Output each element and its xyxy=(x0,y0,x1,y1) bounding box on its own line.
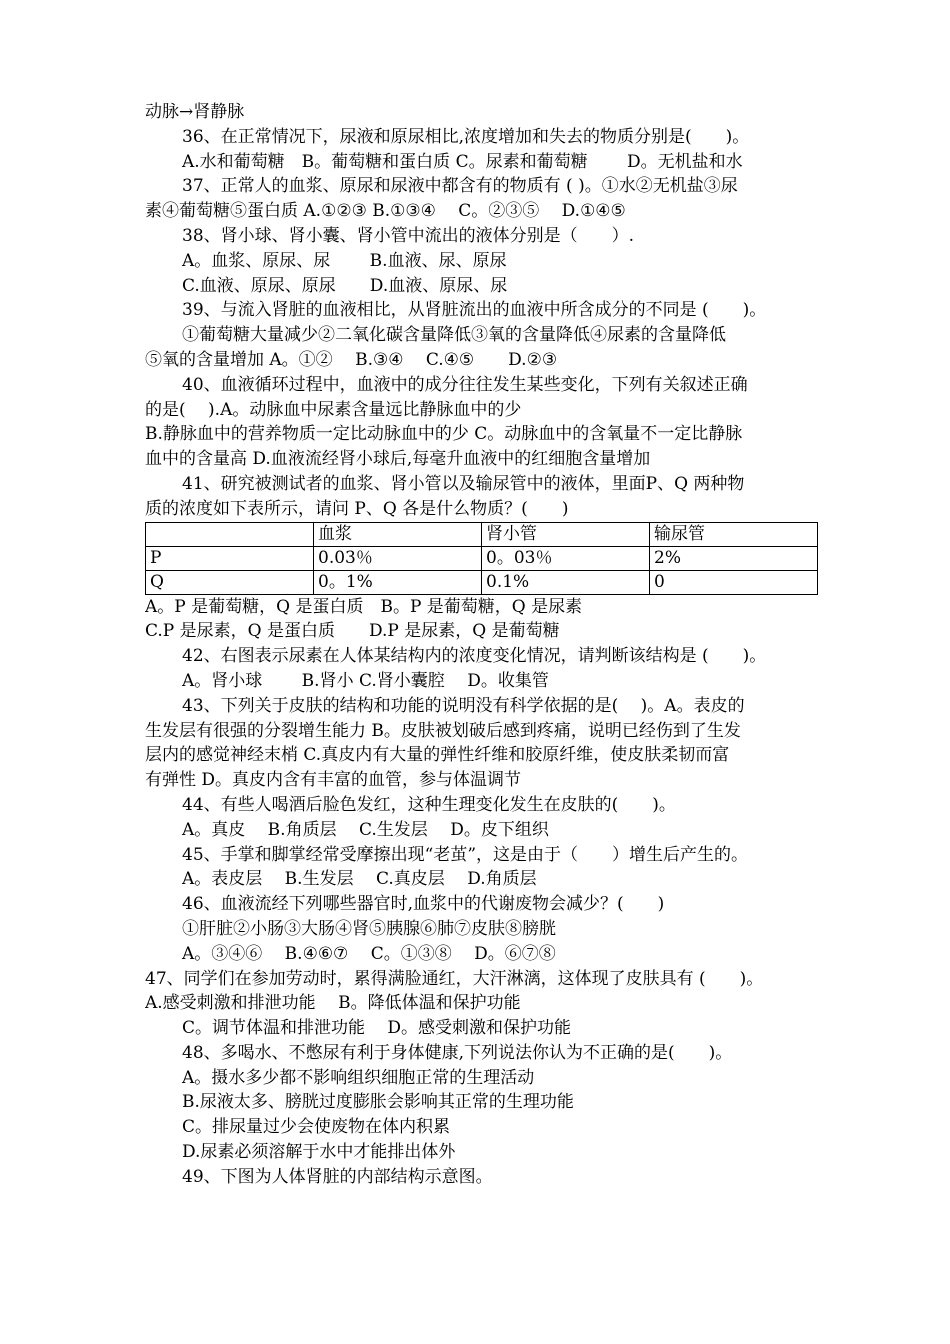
table-cell: 0。03％ xyxy=(482,546,650,570)
text-line: A。表皮层 B.生发层 C.真皮层 D.角质层 xyxy=(182,869,537,890)
text-line: 45、手掌和脚掌经常受摩擦出现“老茧”，这是由于（ ）增生后产生的。 xyxy=(182,844,749,865)
table-row xyxy=(146,546,818,570)
text-line: 44、有些人喝酒后脸色发红，这种生理变化发生在皮肤的( )。 xyxy=(182,794,676,815)
text-line: 有弹性 D。真皮内含有丰富的血管，参与体温调节 xyxy=(145,770,522,791)
text-line: ⑤氧的含量增加 A。①② B.③④ C.④⑤ D.②③ xyxy=(145,349,558,370)
text-line: 46、血液流经下列哪些器官时,血浆中的代谢废物会减少？( ) xyxy=(182,894,665,915)
text-line: A.感受刺激和排泄功能 B。降低体温和保护功能 xyxy=(145,993,521,1014)
text-line: B.静脉血中的营养物质一定比动脉血中的少 C。动脉血中的含氧量不一定比静脉 xyxy=(145,424,743,445)
text-line: 37、正常人的血浆、原尿和尿液中都含有的物质有 ( )。①水②无机盐③尿 xyxy=(182,176,738,197)
text-line: 48、多喝水、不憋尿有利于身体健康,下列说法你认为不正确的是( )。 xyxy=(182,1042,733,1063)
text-line: C。排尿量过少会使废物在体内积累 xyxy=(182,1117,451,1138)
table-header-cell: 肾小管 xyxy=(482,522,650,546)
text-line: C.血液、原尿、原尿 D.血液、原尿、尿 xyxy=(182,275,508,296)
text-line: ①葡萄糖大量减少②二氧化碳含量降低③氧的含量降低④尿素的含量降低 xyxy=(182,325,726,346)
text-line: 的是( ).A。动脉血中尿素含量远比静脉血中的少 xyxy=(145,399,522,420)
text-line: 39、与流入肾脏的血液相比，从肾脏流出的血液中所含成分的不同是 ( )。 xyxy=(182,300,767,321)
text-line: A。真皮 B.角质层 C.生发层 D。皮下组织 xyxy=(182,819,549,840)
text-line: 素④葡萄糖⑤蛋白质 A.①②③ B.①③④ C。②③⑤ D.①④⑤ xyxy=(145,201,626,222)
text-line: 41、研究被测试者的血浆、肾小管以及输尿管中的液体，里面P、Q 两种物 xyxy=(182,473,745,494)
table-cell: 2% xyxy=(650,546,818,570)
table-row xyxy=(146,570,818,594)
text-line: A。血浆、原尿、尿 B.血液、尿、原尿 xyxy=(182,250,507,271)
text-line: 40、血液循环过程中，血液中的成分往往发生某些变化，下列有关叙述正确 xyxy=(182,374,748,395)
text-line: 血中的含量高 D.血液流经肾小球后,每毫升血液中的红细胞含量增加 xyxy=(145,449,651,470)
text-line: A。摄水多少都不影响组织细胞正常的生理活动 xyxy=(182,1067,535,1088)
text-line: A。肾小球 B.肾小 C.肾小囊腔 D。收集管 xyxy=(182,670,549,691)
text-line: 49、下图为人体肾脏的内部结构示意图。 xyxy=(182,1166,493,1187)
table-header-row xyxy=(146,522,818,546)
text-line: D.尿素必须溶解于水中才能排出体外 xyxy=(182,1142,456,1163)
text-line: 生发层有很强的分裂增生能力 B。皮肤被划破后感到疼痛，说明已经伤到了生发 xyxy=(145,720,741,741)
table-cell: 0.1% xyxy=(482,570,650,594)
table-cell: 0 xyxy=(650,570,818,594)
table-header-cell: 输尿管 xyxy=(650,522,818,546)
text-line: 47、同学们在参加劳动时，累得满脸通红，大汗淋漓，这体现了皮肤具有 ( )。 xyxy=(145,968,764,989)
text-line: C.P 是尿素，Q 是蛋白质 D.P 是尿素，Q 是葡萄糖 xyxy=(145,621,560,642)
questions-block-upper xyxy=(145,100,820,522)
table-header-cell xyxy=(146,522,314,546)
text-line: C。调节体温和排泄功能 D。感受刺激和保护功能 xyxy=(182,1018,572,1039)
text-line: 42、右图表示尿素在人体某结构内的浓度变化情况，请判断该结构是 ( )。 xyxy=(182,646,767,667)
text-line: B.尿液太多、膀胱过度膨胀会影响其正常的生理功能 xyxy=(182,1092,574,1113)
table-header-cell: 血浆 xyxy=(314,522,482,546)
table-cell: 0.03％ xyxy=(314,546,482,570)
questions-block-lower xyxy=(145,595,820,1190)
text-line: 36、在正常情况下，尿液和原尿相比,浓度增加和失去的物质分别是( )。 xyxy=(182,126,750,147)
text-line: ①肝脏②小肠③大肠④肾⑤胰腺⑥肺⑦皮肤⑧膀胱 xyxy=(182,918,556,939)
table-cell: Q xyxy=(146,570,314,594)
concentration-table xyxy=(145,522,818,595)
text-line: 38、肾小球、肾小囊、肾小管中流出的液体分别是（ ）. xyxy=(182,225,635,246)
text-line: 层内的感觉神经末梢 C.真皮内有大量的弹性纤维和胶原纤维，使皮肤柔韧而富 xyxy=(145,745,730,766)
text-line: 43、下列关于皮肤的结构和功能的说明没有科学依据的是( )。A。表皮的 xyxy=(182,695,745,716)
table-cell: 0。1% xyxy=(314,570,482,594)
document-body xyxy=(145,100,820,1190)
text-line: 质的浓度如下表所示，请问 P、Q 各是什么物质？( ) xyxy=(145,498,569,519)
table-cell: P xyxy=(146,546,314,570)
text-line: A。③④⑥ B.④⑥⑦ C。①③⑧ D。⑥⑦⑧ xyxy=(182,943,556,964)
text-line: A.水和葡萄糖 B。葡萄糖和蛋白质 C。尿素和葡萄糖 D。无机盐和水 xyxy=(182,151,743,172)
text-line: 动脉→肾静脉 xyxy=(145,102,245,122)
text-line: A。P 是葡萄糖，Q 是蛋白质 B。P 是葡萄糖，Q 是尿素 xyxy=(145,596,583,617)
